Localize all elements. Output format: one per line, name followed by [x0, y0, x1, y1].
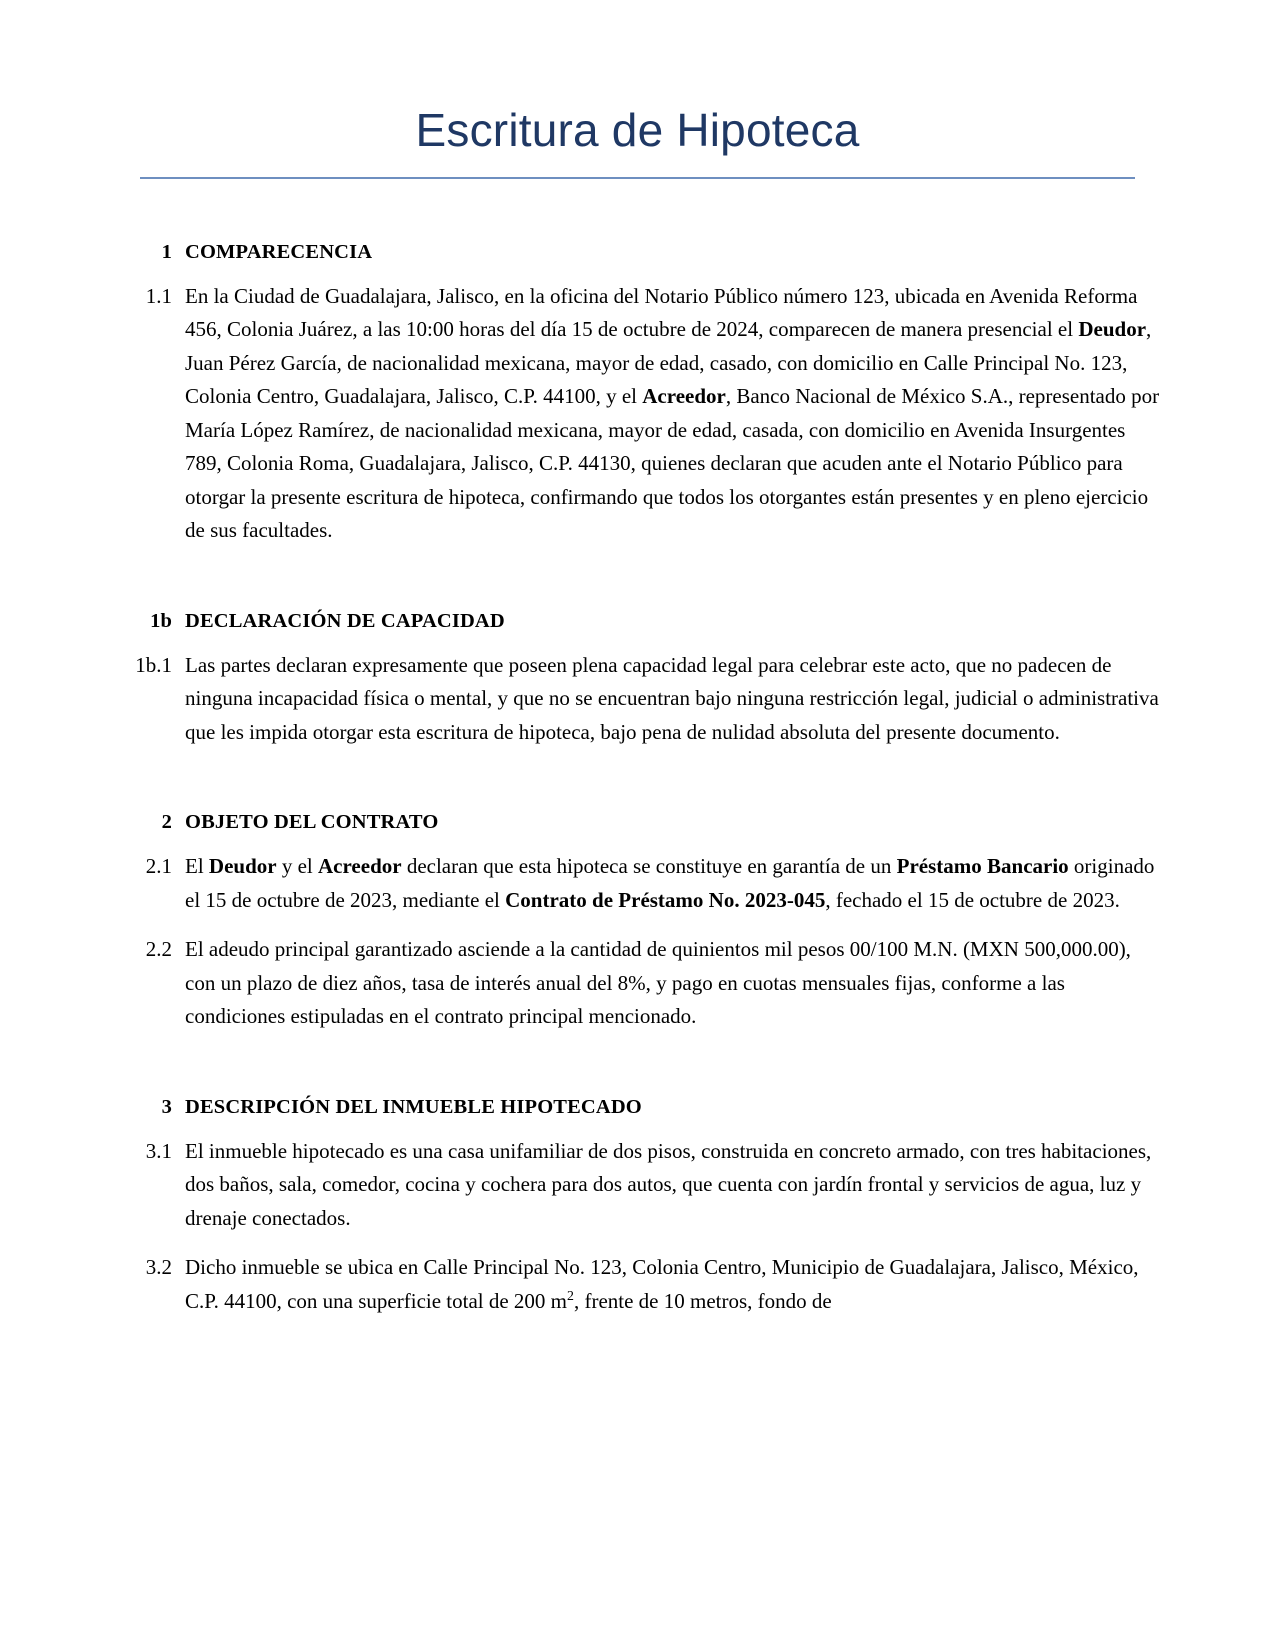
paragraph-text [185, 933, 1162, 1034]
section-heading-number: 1b [150, 609, 172, 632]
paragraph-number: 2.2 [145, 937, 172, 962]
title-divider [140, 177, 1135, 179]
text-run: Las partes declaran expresamente que poseen plena capacidad legal para celebrar este acto, que no padecen de ninguna incapacidad física o mental, y que no se encuentran bajo ninguna restricción legal, judicial o administrativa que les impida otorgar esta escritura de hipoteca, bajo pena de nulidad absoluta del presente documento. [185, 652, 1159, 744]
text-run: y el [276, 854, 318, 879]
section-heading-label: COMPARECENCIA [185, 240, 373, 263]
text-run: Dicho inmueble se ubica en Calle Principal No. 123, Colonia Centro, Municipio de Guadalajara, Jalisco, México, C.P. 44100, con una superficie total de 200 m [185, 1255, 1139, 1313]
numbered-paragraph [113, 933, 1162, 1034]
section-spacer [113, 749, 1162, 811]
numbered-paragraph [113, 850, 1162, 917]
paragraph-spacer [113, 917, 1162, 933]
paragraph-text [185, 649, 1162, 750]
section-heading-number: 3 [161, 1095, 172, 1118]
numbered-paragraph [113, 649, 1162, 750]
section-heading-number: 2 [161, 811, 172, 834]
heading-spacer [113, 1119, 1162, 1135]
paragraph-text [185, 1251, 1162, 1318]
section-heading-label: DECLARACIÓN DE CAPACIDAD [185, 609, 505, 632]
page-title: Escritura de Hipoteca [415, 104, 860, 156]
section-heading [113, 1096, 1162, 1119]
paragraph-text [185, 280, 1162, 548]
text-run: , frente de 10 metros, fondo de [573, 1288, 832, 1313]
section-spacer [113, 548, 1162, 610]
heading-spacer [113, 264, 1162, 280]
text-run: originado el 15 de octubre de 2023, mediante el [185, 854, 1155, 912]
emphasis-run: Deudor [1078, 317, 1147, 342]
text-run: , Banco Nacional de México S.A., representado por María López Ramírez, de nacionalidad mexicana, mayor de edad, casada, con domicilio en Avenida Insurgentes 789, Colonia Roma, Guadalajara, Jalisco, C.P. 44130, quienes declaran que acuden ante el Notario Público para otorgar la presente escritura de hipoteca, confirmando que todos los otorgantes están presentes y en pleno ejercicio de sus facultades. [185, 384, 1160, 543]
text-run: El [185, 854, 209, 879]
heading-spacer [113, 633, 1162, 649]
paragraph-number: 3.2 [145, 1255, 172, 1280]
paragraph-text [185, 850, 1162, 917]
paragraph-number: 1.1 [145, 283, 172, 308]
superscript-run: 2 [567, 1287, 574, 1303]
numbered-paragraph [113, 1135, 1162, 1236]
emphasis-run: Acreedor [642, 384, 726, 409]
text-run: En la Ciudad de Guadalajara, Jalisco, en la oficina del Notario Público número 123, ubicada en Avenida Reforma 456, Colonia Juárez, a las 10:00 horas del día 15 de octubre de 2024, comparecen de manera presencial el [185, 283, 1138, 342]
section-heading [113, 811, 1162, 834]
emphasis-run: Préstamo Bancario [896, 854, 1069, 879]
section-heading [113, 241, 1162, 264]
text-run: El adeudo principal garantizado asciende a la cantidad de quinientos mil pesos 00/100 M.N. (MXN 500,000.00), con un plazo de diez años, tasa de interés anual del 8%, y pago en cuotas mensuales fijas, conforme a las condiciones estipuladas en el contrato principal mencionado. [185, 937, 1131, 1029]
emphasis-run: Deudor [208, 854, 277, 879]
paragraph-number: 1b.1 [135, 652, 172, 677]
paragraph-spacer [113, 1235, 1162, 1251]
emphasis-run: Contrato de Préstamo No. 2023-045 [505, 887, 826, 912]
section-heading-label: DESCRIPCIÓN DEL INMUEBLE HIPOTECADO [185, 1095, 642, 1118]
text-run: , Juan Pérez García, de nacionalidad mexicana, mayor de edad, casado, con domicilio en Calle Principal No. 123, Colonia Centro, Guadalajara, Jalisco, C.P. 44100, y el [185, 317, 1152, 409]
text-run: declaran que esta hipoteca se constituye en garantía de un [401, 854, 897, 879]
section-heading-number: 1 [161, 240, 172, 263]
emphasis-run: Acreedor [318, 854, 402, 879]
text-run: , fechado el 15 de octubre de 2023. [825, 887, 1120, 912]
document-body [0, 241, 1275, 1319]
title-block [0, 0, 1275, 179]
section-spacer [113, 1034, 1162, 1096]
section-heading-label: OBJETO DEL CONTRATO [185, 811, 439, 834]
heading-spacer [113, 834, 1162, 850]
numbered-paragraph [113, 280, 1162, 548]
paragraph-number: 2.1 [145, 854, 172, 879]
paragraph-number: 3.1 [145, 1138, 172, 1163]
section-heading [113, 610, 1162, 633]
text-run: El inmueble hipotecado es una casa unifamiliar de dos pisos, construida en concreto armado, con tres habitaciones, dos baños, sala, comedor, cocina y cochera para dos autos, que cuenta con jardín frontal y servicios de agua, luz y drenaje conectados. [185, 1138, 1152, 1230]
paragraph-text [185, 1135, 1162, 1236]
numbered-paragraph [113, 1251, 1162, 1318]
